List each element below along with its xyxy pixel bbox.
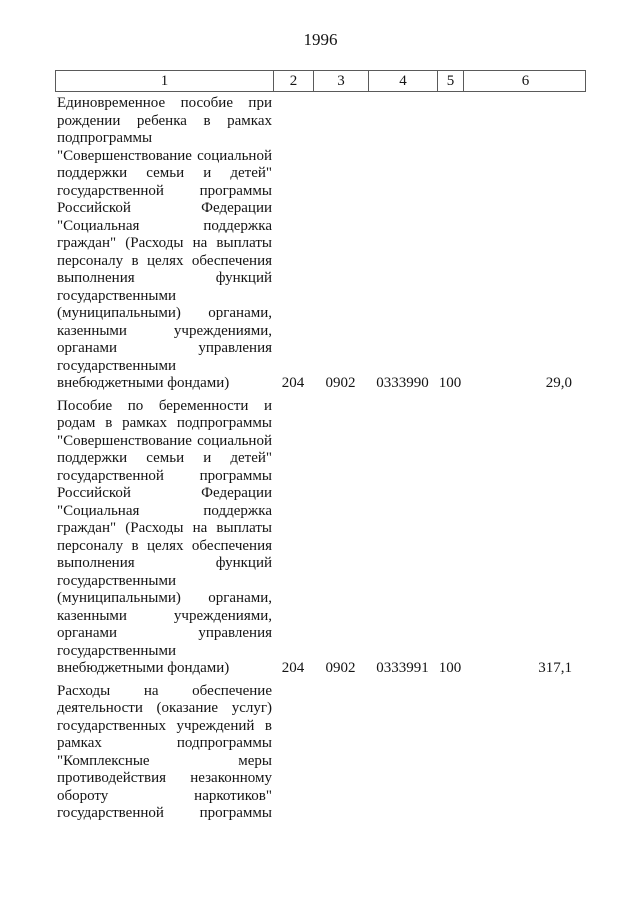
name-line: Расходы на обеспечение [57,682,272,699]
name-line: Пособие по беременности и [57,397,272,414]
table-row [55,683,586,823]
name-line: поддержки семьи и детей" [57,450,272,466]
name-line: граждан" (Расходы на выплаты [57,235,272,251]
name-line: рождении ребенка в рамках [57,112,272,129]
column-header-4: 4 [369,71,438,91]
page-number: 1996 [303,30,338,49]
name-line: граждан" (Расходы на выплаты [57,520,272,536]
column-header-5: 5 [438,71,464,91]
name-line: органами управления [57,340,272,356]
name-line: Единовременное пособие при [57,95,272,111]
name-line: родам в рамках подпрограммы [57,415,272,431]
name-line: персоналу в целях обеспечения [57,537,272,554]
name-line: (муниципальными) органами, [57,305,272,321]
column-header-1: 1 [56,71,274,91]
column-header-3: 3 [314,71,369,91]
name-line: государственной программы [57,467,272,484]
code-col-4: 0333991 [376,660,429,676]
name-line: государственными [57,642,176,659]
code-col-3: 0902 [325,660,356,676]
expenditure-name-cell [55,683,273,823]
name-line: "Совершенствование социальной [57,147,272,164]
table-row [55,398,586,678]
name-line: выполнения функций [57,555,272,571]
name-line: органами управления [57,625,272,641]
name-line: государственными [57,572,176,589]
code-col-2: 204 [281,660,305,676]
budget-table [55,70,586,823]
name-line: государственными [57,287,176,304]
name-line: "Социальная поддержка [57,217,272,234]
name-line: обороту наркотиков" [57,787,272,804]
column-header-6: 6 [521,73,530,89]
name-line: казенными учреждениями, [57,322,272,339]
name-line: выполнения функций [57,270,272,286]
name-line: внебюджетными фондами) [57,375,230,391]
name-line: "Комплексные меры [57,752,272,769]
name-line: государственной программы [57,182,272,199]
name-line: поддержки семьи и детей" [57,165,272,181]
name-line: государственными [57,357,176,374]
table-row [55,95,586,393]
table-body [55,92,586,823]
code-col-4: 0333990 [376,375,429,391]
name-line: (муниципальными) органами, [57,590,272,606]
name-line: казенными учреждениями, [57,607,272,624]
expenditure-name-cell [55,398,273,678]
table-header-row [55,70,586,92]
name-line: Российской Федерации [57,485,272,501]
code-col-5: 100 [438,375,462,391]
code-col-3: 0902 [325,375,356,391]
name-line: подпрограммы [57,130,153,146]
expenditure-name-cell [55,95,273,393]
name-line: противодействия незаконному [57,770,272,786]
column-header-2: 2 [274,71,314,91]
code-col-5: 100 [438,660,462,676]
name-line: "Социальная поддержка [57,502,272,519]
name-line: деятельности (оказание услуг) [57,700,272,716]
name-line: государственных учреждений в [57,717,272,734]
name-line: рамках подпрограммы [57,735,272,751]
name-line: "Совершенствование социальной [57,432,272,449]
name-line: Российской Федерации [57,200,272,216]
name-line: внебюджетными фондами) [57,660,230,676]
code-col-2: 204 [281,375,305,391]
name-line: государственной программы [57,805,272,821]
amount-col-6: 29,0 [545,375,572,391]
name-line: персоналу в целях обеспечения [57,252,272,269]
amount-col-6: 317,1 [538,660,572,676]
